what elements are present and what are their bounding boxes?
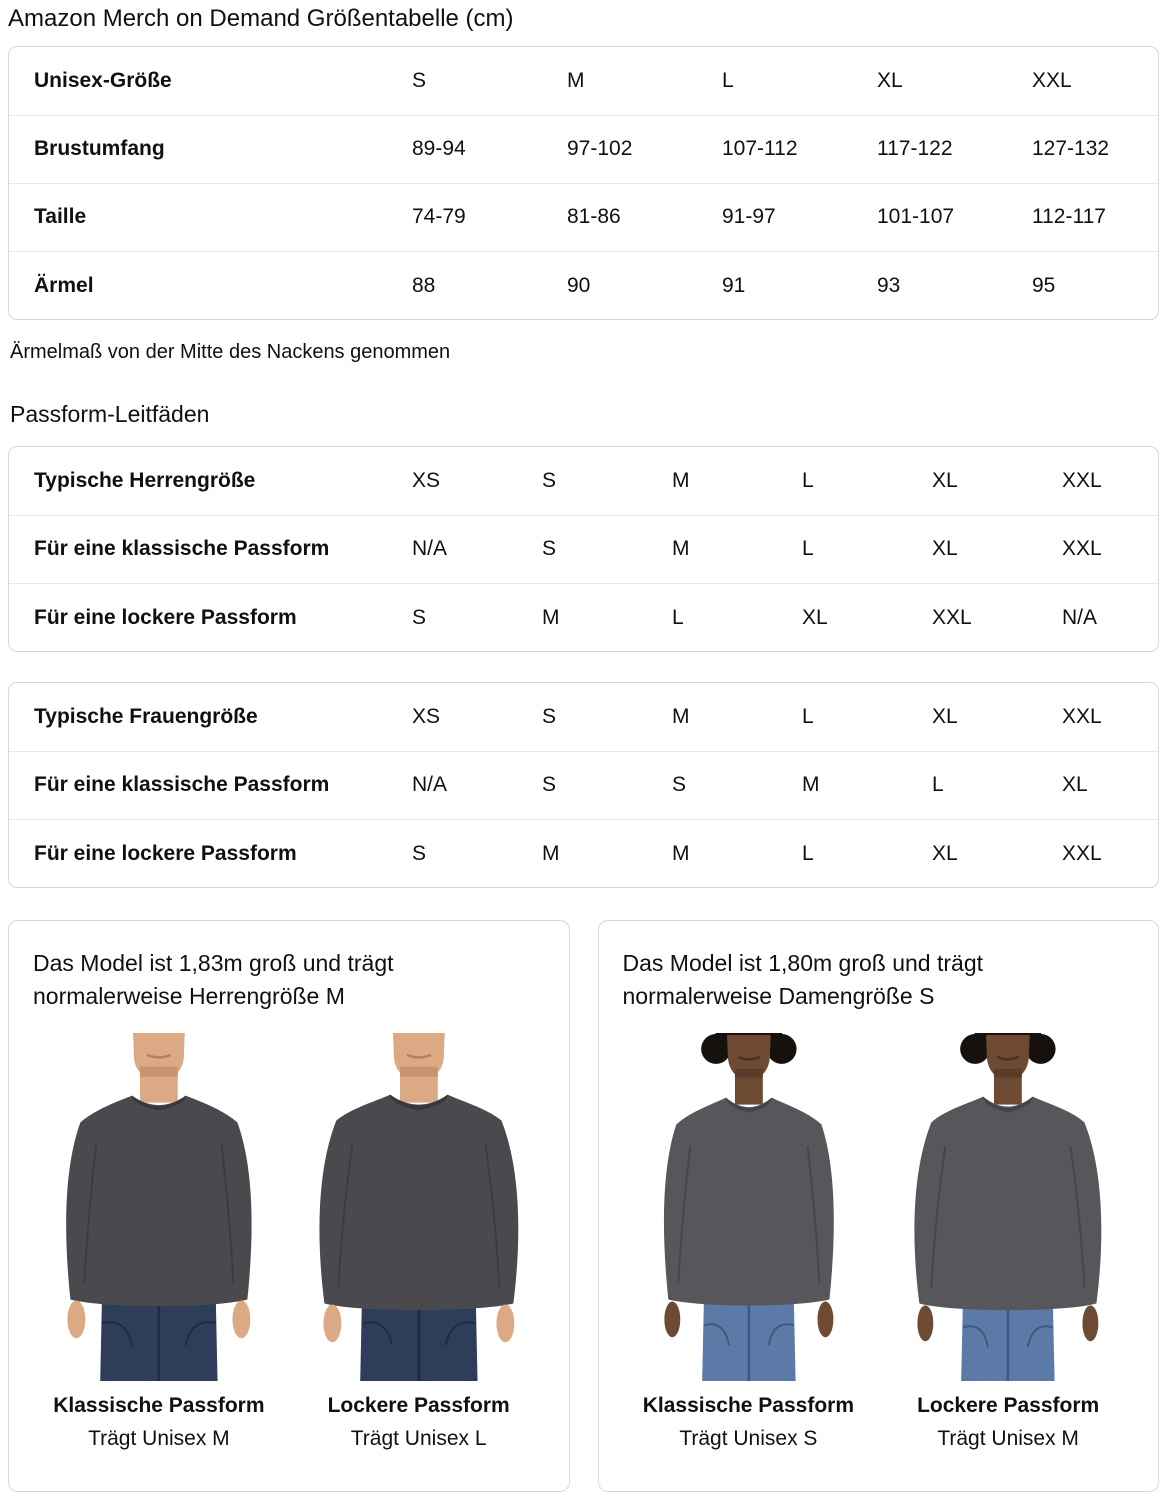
male-model-loose-photo [293,1033,545,1381]
size-cell: M [672,819,802,887]
size-label: Trägt Unisex M [88,1427,230,1450]
female-head [986,1035,1030,1105]
row-label: Für eine klassische Passform [9,751,412,819]
size-cell: XS [412,705,441,729]
table-row [9,751,1159,819]
size-cell: 112-117 [1032,183,1159,251]
size-cell: 127-132 [1032,115,1159,183]
table-row [9,115,1159,183]
sleeve-measure-note: Ärmelmaß von der Mitte des Nackens genommen [10,341,451,363]
size-cell: XXL [1062,469,1102,493]
fit-label: Klassische Passform [642,1394,855,1417]
size-cell: 91 [722,251,877,319]
size-cell: N/A [412,751,542,819]
table-row [9,819,1159,887]
unisex-size-table [8,46,1159,320]
size-cell: 88 [412,251,567,319]
card-heading: Das Model ist 1,80m groß und trägt normalerweise Damengröße S [622,950,983,1009]
row-label: Taille [9,183,412,251]
size-cell: L [802,515,932,583]
female-model-loose-photo [882,1033,1134,1381]
size-cell: M [542,819,672,887]
size-cell: XL [932,469,958,493]
size-cell: XL [932,705,958,729]
size-cell: 107-112 [722,115,877,183]
size-cell: L [672,583,802,651]
size-cell: 117-122 [877,115,1032,183]
table-row [9,447,1159,515]
size-cell: L [722,69,734,93]
female-model-card [598,920,1160,1492]
size-cell: L [802,469,814,493]
size-cell: XS [412,469,441,493]
table-row [9,183,1159,251]
figure-classic-fit [623,1033,875,1451]
figure-loose-fit [882,1033,1134,1451]
size-cell: S [412,69,427,93]
size-cell: 74-79 [412,183,567,251]
size-cell: XXL [1062,515,1159,583]
size-cell: M [802,751,932,819]
size-cell: L [802,819,932,887]
size-cell: 81-86 [567,183,722,251]
size-cell: 97-102 [567,115,722,183]
size-cell: XXL [1032,69,1072,93]
women-fit-table [8,682,1159,888]
size-cell: M [672,515,802,583]
row-label: Unisex-Größe [34,69,172,93]
row-label: Typische Frauengröße [34,705,258,729]
page-title: Amazon Merch on Demand Größentabelle (cm) [8,5,514,32]
size-cell: S [672,751,802,819]
row-label: Für eine lockere Passform [9,819,412,887]
unisex-size-table-grid [9,47,1159,319]
table-row [9,47,1159,115]
fit-guides-heading: Passform-Leitfäden [10,401,210,427]
size-cell: M [542,583,672,651]
size-cell: S [412,583,542,651]
size-cell: L [932,751,1062,819]
male-shirt-classic [66,1096,251,1307]
figure-classic-fit [33,1033,285,1451]
row-label: Brustumfang [9,115,412,183]
size-cell: XL [932,819,1062,887]
table-row [9,683,1159,751]
male-model-classic-photo [33,1033,285,1381]
fit-label: Lockere Passform [917,1394,1100,1417]
female-shirt-classic [663,1098,833,1306]
male-head [393,1033,445,1103]
size-cell: S [542,469,557,493]
size-cell: S [542,705,557,729]
size-cell: 101-107 [877,183,1032,251]
fit-label: Lockere Passform [327,1394,510,1417]
size-cell: XL [877,69,903,93]
table-row [9,515,1159,583]
size-cell: 90 [567,251,722,319]
size-cell: N/A [1062,583,1159,651]
men-fit-table-grid [9,447,1159,651]
row-label: Für eine lockere Passform [9,583,412,651]
male-head [133,1033,185,1103]
card-figures [33,1033,545,1451]
size-cell: XXL [1062,819,1159,887]
table-row [9,251,1159,319]
size-label: Trägt Unisex M [937,1427,1079,1450]
size-cell: 95 [1032,251,1159,319]
card-figures [623,1033,1135,1451]
size-cell: M [672,705,690,729]
row-label: Typische Herrengröße [34,469,256,493]
model-cards [8,920,1159,1492]
size-cell: M [672,469,690,493]
size-cell: L [802,705,814,729]
size-cell: XXL [1062,705,1102,729]
male-model-card [8,920,570,1492]
male-shirt-loose [319,1095,518,1311]
row-label: Ärmel [9,251,412,319]
female-model-classic-photo [623,1033,875,1381]
size-cell: S [542,515,672,583]
female-head [727,1035,771,1105]
size-cell: 93 [877,251,1032,319]
men-fit-table [8,446,1159,652]
size-cell: 89-94 [412,115,567,183]
card-heading: Das Model ist 1,83m groß und trägt normalerweise Herrengröße M [33,950,394,1009]
women-fit-table-grid [9,683,1159,887]
size-label: Trägt Unisex S [679,1427,818,1450]
female-shirt-loose [915,1097,1102,1311]
size-label: Trägt Unisex L [350,1427,487,1450]
row-label: Für eine klassische Passform [9,515,412,583]
size-cell: M [567,69,585,93]
size-cell: S [412,819,542,887]
size-cell: XL [932,515,1062,583]
size-cell: XXL [932,583,1062,651]
size-cell: 91-97 [722,183,877,251]
size-cell: S [542,751,672,819]
figure-loose-fit [293,1033,545,1451]
size-cell: XL [802,583,932,651]
fit-label: Klassische Passform [53,1394,265,1417]
size-cell: XL [1062,751,1159,819]
size-cell: N/A [412,515,542,583]
table-row [9,583,1159,651]
